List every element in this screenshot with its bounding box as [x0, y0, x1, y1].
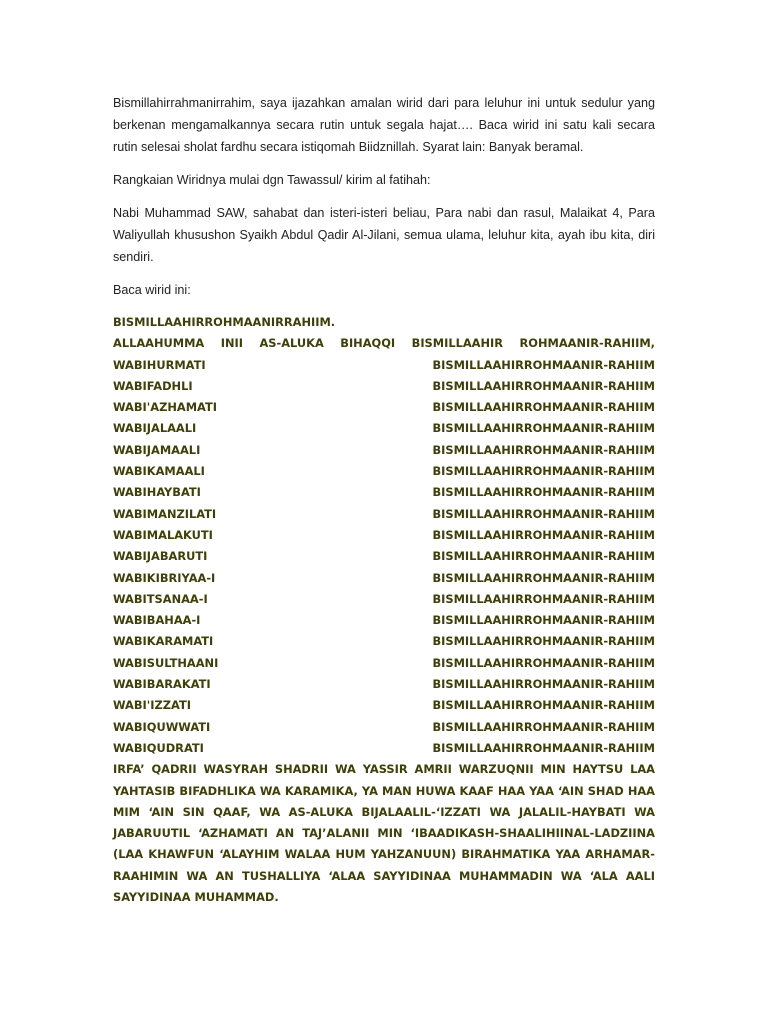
wirid-row — [113, 738, 655, 759]
wirid-row — [113, 568, 655, 589]
wirid-row-left: WABIBAHAA-I — [113, 613, 201, 628]
wirid-row-right: BISMILLAAHIRROHMAANIR-RAHIIM — [432, 655, 655, 670]
wirid-row-right: BISMILLAAHIRROHMAANIR-RAHIIM — [432, 570, 655, 585]
wirid-row-left: WABIKIBRIYAA-I — [113, 570, 216, 585]
wirid-row — [113, 461, 655, 482]
wirid-row-left: WABIJABARUTI — [113, 549, 208, 564]
wirid-row-right: BISMILLAAHIRROHMAANIR-RAHIIM — [432, 442, 655, 457]
wirid-row-right: BISMILLAAHIRROHMAANIR-RAHIIM — [432, 677, 655, 692]
wirid-row-right: BISMILLAAHIRROHMAANIR-RAHIIM — [432, 634, 655, 649]
wirid-row-left: WABIKARAMATI — [113, 634, 214, 649]
wirid-row — [113, 717, 655, 738]
intro-paragraph-ijazah: Bismillahirrahmanirrahim, saya ijazahkan amalan wirid dari para leluhur ini untuk sedulur yang berkenan mengamalkannya secara rutin untuk segala hajat…. Baca wirid ini satu kali secara rutin selesai sholat fardhu secara istiqomah Biidznillah. Syarat lain: Banyak beramal. — [113, 96, 655, 154]
wirid-row — [113, 525, 655, 546]
document-page — [113, 92, 655, 908]
wirid-row — [113, 546, 655, 567]
intro-paragraph-rangkaian: Rangkaian Wiridnya mulai dgn Tawassul/ kirim al fatihah: — [113, 173, 431, 187]
wirid-row-left: WABIQUWWATI — [113, 719, 211, 734]
wirid-row-right: BISMILLAAHIRROHMAANIR-RAHIIM — [432, 421, 655, 436]
wirid-row-left: WABIKAMAALI — [113, 464, 205, 479]
wirid-allaahumma-line: ALLAAHUMMA INII AS-ALUKA BIHAQQI BISMILLAAHIR ROHMAANIR-RAHIIM, — [113, 336, 655, 351]
wirid-row-left: WABIQUDRATI — [113, 740, 204, 755]
wirid-row-right: BISMILLAAHIRROHMAANIR-RAHIIM — [432, 719, 655, 734]
wirid-row-left: WABIFADHLI — [113, 378, 193, 393]
wirid-row-left: WABIBARAKATI — [113, 677, 211, 692]
wirid-row — [113, 397, 655, 418]
intro-paragraph-baca-wirid: Baca wirid ini: — [113, 283, 191, 297]
wirid-row-left: WABITSANAA-I — [113, 591, 208, 606]
wirid-row — [113, 589, 655, 610]
wirid-row — [113, 504, 655, 525]
wirid-row-right: BISMILLAAHIRROHMAANIR-RAHIIM — [432, 506, 655, 521]
wirid-row-left: WABI'AZHAMATI — [113, 400, 217, 415]
wirid-row-right: BISMILLAAHIRROHMAANIR-RAHIIM — [432, 549, 655, 564]
wirid-row-left: WABIMANZILATI — [113, 506, 217, 521]
wirid-row-left: WABI'IZZATI — [113, 698, 191, 713]
wirid-row-right: BISMILLAAHIRROHMAANIR-RAHIIM — [432, 464, 655, 479]
wirid-closing-paragraph: IRFA’ QADRII WASYRAH SHADRII WA YASSIR AMRII WARZUQNII MIN HAYTSU LAA YAHTASIB BIFADHLIKA WA KARAMIKA, YA MAN HUWA KAAF HAA YAA ‘AIN SHAD HAA MIM ‘AIN SIN QAAF, WA AS-ALUKA BIJALAALIL-‘IZZATI WA JALALIL-HAYBATI WA JABARUUTIL ‘AZHAMATI AN TAJ’ALANII MIN ‘IBAADIKASH-SHAALIHIINAL-LADZIINA (LAA KHAWFUN ‘ALAYHIM WALAA HUM YAHZANUUN) BIRAHMATIKA YAA ARHAMAR-RAAHIMIN WA AN TUSHALLIYA ‘ALAA SAYYIDINAA MUHAMMADIN WA ‘ALA AALI SAYYIDINAA MUHAMMAD. — [113, 762, 655, 905]
wirid-row-right: BISMILLAAHIRROHMAANIR-RAHIIM — [432, 485, 655, 500]
wirid-row — [113, 674, 655, 695]
wirid-row-left: WABIHURMATI — [113, 357, 206, 372]
wirid-row-right: BISMILLAAHIRROHMAANIR-RAHIIM — [432, 400, 655, 415]
wirid-row-left: WABIHAYBATI — [113, 485, 201, 500]
wirid-row — [113, 653, 655, 674]
wirid-row-left: WABIJAMAALI — [113, 442, 201, 457]
wirid-row — [113, 482, 655, 503]
wirid-row-right: BISMILLAAHIRROHMAANIR-RAHIIM — [432, 613, 655, 628]
wirid-row-right: BISMILLAAHIRROHMAANIR-RAHIIM — [432, 357, 655, 372]
wirid-rows-list — [113, 355, 655, 760]
wirid-row — [113, 418, 655, 439]
wirid-row-right: BISMILLAAHIRROHMAANIR-RAHIIM — [432, 527, 655, 542]
wirid-row-left: WABIMALAKUTI — [113, 527, 213, 542]
wirid-opening-line: BISMILLAAHIRROHMAANIRRAHIIM. — [113, 315, 336, 329]
wirid-text — [113, 312, 655, 908]
wirid-row — [113, 631, 655, 652]
wirid-row-right: BISMILLAAHIRROHMAANIR-RAHIIM — [432, 378, 655, 393]
wirid-row-left: WABISULTHAANI — [113, 655, 219, 670]
wirid-row-right: BISMILLAAHIRROHMAANIR-RAHIIM — [432, 698, 655, 713]
wirid-row — [113, 695, 655, 716]
wirid-row — [113, 355, 655, 376]
wirid-row-right: BISMILLAAHIRROHMAANIR-RAHIIM — [432, 591, 655, 606]
wirid-row-left: WABIJALAALI — [113, 421, 197, 436]
wirid-row — [113, 376, 655, 397]
wirid-row — [113, 440, 655, 461]
wirid-row — [113, 610, 655, 631]
wirid-row-right: BISMILLAAHIRROHMAANIR-RAHIIM — [432, 740, 655, 755]
intro-paragraph-tawassul: Nabi Muhammad SAW, sahabat dan isteri-isteri beliau, Para nabi dan rasul, Malaikat 4, Para Waliyullah khusushon Syaikh Abdul Qadir Al-Jilani, semua ulama, leluhur kita, ayah ibu kita, diri sendiri. — [113, 206, 655, 264]
